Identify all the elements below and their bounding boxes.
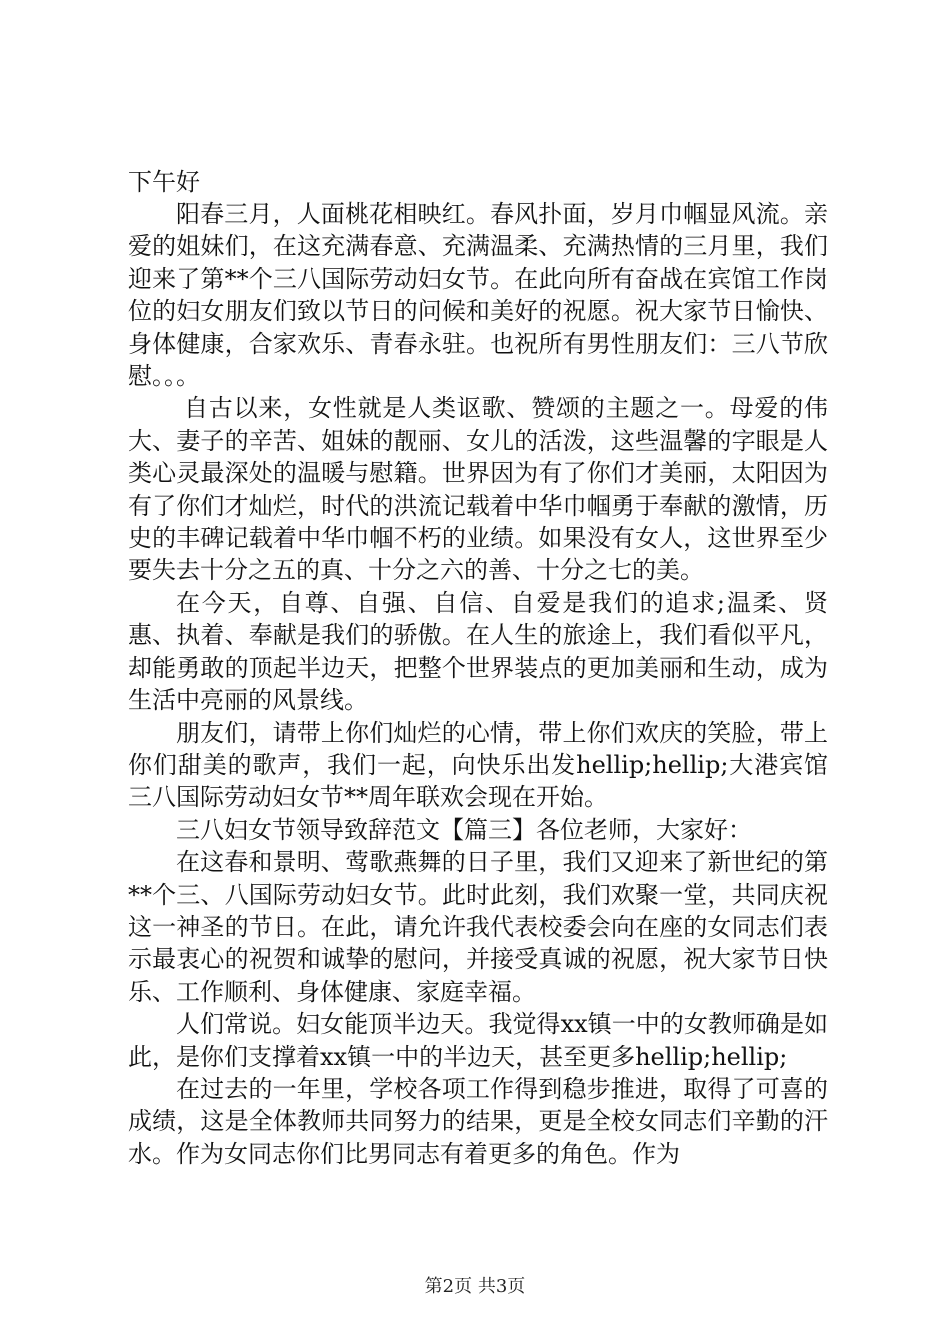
greeting-line: 下午好	[128, 168, 200, 196]
paragraph: 在过去的一年里，学校各项工作得到稳步推进，取得了可喜的成绩，这是全体教师共同努力的结果，更是全校女同志们辛勤的汗水。作为女同志你们比男同志有着更多的角色。作为	[128, 1074, 828, 1168]
paragraph: 三八妇女节领导致辞范文【篇三】各位老师，大家好：	[176, 815, 752, 844]
paragraph: 自古以来，女性就是人类讴歌、赞颂的主题之一。母爱的伟大、妻子的辛苦、姐妹的靓丽、女儿的活泼，这些温馨的字眼是人类心灵最深处的温暖与慰籍。世界因为有了你们才美丽，太阳因为有了你们才灿烂，时代的洪流记载着中华巾帼勇于奉献的激情，历史的丰碑记载着中华巾帼不朽的业绩。如果没有女人，这世界至少要失去十分之五的真、十分之六的善、十分之七的美。	[128, 394, 828, 585]
page-number-footer: 第2页 共3页	[424, 1276, 526, 1297]
paragraph: 阳春三月，人面桃花相映红。春风扑面，岁月巾帼显风流。亲爱的姐妹们，在这充满春意、充满温柔、充满热情的三月里，我们迎来了第**个三八国际劳动妇女节。在此向所有奋战在宾馆工作岗位的妇女朋友们致以节日的问候和美好的祝愿。祝大家节日愉快、身体健康，合家欢乐、青春永驻。也祝所有男性朋友们：三八节欣慰。。。	[128, 200, 828, 391]
paragraph: 在今天，自尊、自强、自信、自爱是我们的追求;温柔、贤惠、执着、奉献是我们的骄傲。在人生的旅途上，我们看似平凡，却能勇敢的顶起半边天，把整个世界装点的更加美丽和生动，成为生活中亮丽的风景线。	[128, 588, 828, 715]
paragraph: 朋友们，请带上你们灿烂的心情，带上你们欢庆的笑脸，带上你们甜美的歌声，我们一起，向快乐出发hellip;hellip;大港宾馆三八国际劳动妇女节**周年联欢会现在开始。	[128, 718, 828, 812]
paragraph: 在这春和景明、莺歌燕舞的日子里，我们又迎来了新世纪的第**个三、八国际劳动妇女节。此时此刻，我们欢聚一堂，共同庆祝这一神圣的节日。在此，请允许我代表校委会向在座的女同志们表示最衷心的祝贺和诚挚的慰问，并接受真诚的祝愿，祝大家节日快乐、工作顺利、身体健康、家庭幸福。	[128, 848, 828, 1006]
paragraph: 人们常说。妇女能顶半边天。我觉得xx镇一中的女教师确是如此，是你们支撑着xx镇一中的半边天，甚至更多hellip;hellip;	[128, 1010, 828, 1071]
document-body	[128, 166, 828, 1170]
